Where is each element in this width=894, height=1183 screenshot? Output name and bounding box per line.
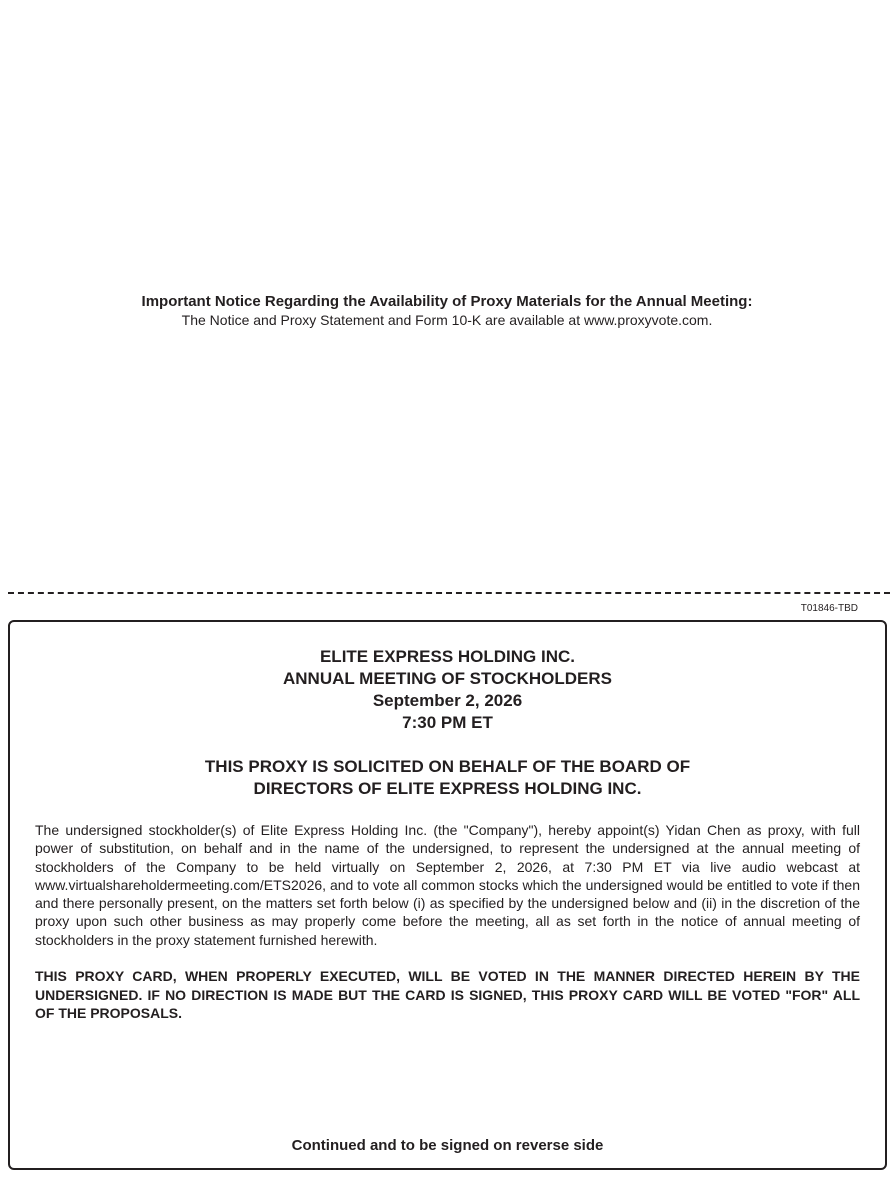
proxy-availability-notice	[0, 292, 894, 329]
job-code: T01846-TBD	[800, 603, 858, 614]
proxy-appointment-text: The undersigned stockholder(s) of Elite Express Holding Inc. (the "Company"), hereby appoint(s) Yidan Chen as proxy, with full power of substitution, on behalf and in the name of the undersigned, to represent the undersigned at the annual meeting of stockholders of the Company to be held virtually on September 2, 2026, at 7:30 PM ET via live audio webcast at www.virtualshareholdermeeting.com/ETS2026, and to vote all common stocks which the undersigned would be entitled to vote if then and there personally present, on the matters set forth below (i) as specified by the undersigned below and (ii) in the discretion of the proxy upon such other business as may properly come before the meeting, all as set forth in the notice of annual meeting of stockholders in the proxy statement furnished herewith.	[35, 822, 860, 948]
meeting-title: ANNUAL MEETING OF STOCKHOLDERS	[283, 669, 612, 688]
notice-heading: Important Notice Regarding the Availability of Proxy Materials for the Annual Meeting:	[141, 293, 753, 310]
solicitation-line-2: DIRECTORS OF ELITE EXPRESS HOLDING INC.	[253, 779, 642, 798]
card-header	[10, 646, 885, 734]
continued-note: Continued and to be signed on reverse side	[291, 1137, 604, 1154]
company-name: ELITE EXPRESS HOLDING INC.	[319, 647, 576, 666]
meeting-time: 7:30 PM ET	[402, 713, 493, 732]
proxy-card	[8, 620, 887, 1170]
notice-text: The Notice and Proxy Statement and Form 10-K are available at www.proxyvote.com.	[181, 312, 713, 328]
meeting-date: September 2, 2026	[372, 691, 523, 710]
solicitation-line-1: THIS PROXY IS SOLICITED ON BEHALF OF THE BOARD OF	[204, 757, 691, 776]
solicitation-statement	[10, 756, 885, 800]
voting-instruction-text: THIS PROXY CARD, WHEN PROPERLY EXECUTED, WILL BE VOTED IN THE MANNER DIRECTED HEREIN BY THE UNDERSIGNED. IF NO DIRECTION IS MADE BUT THE CARD IS SIGNED, THIS PROXY CARD WILL BE VOTED "FOR" ALL OF THE PROPOSALS.	[35, 968, 860, 1021]
detach-cut-line	[8, 592, 890, 594]
